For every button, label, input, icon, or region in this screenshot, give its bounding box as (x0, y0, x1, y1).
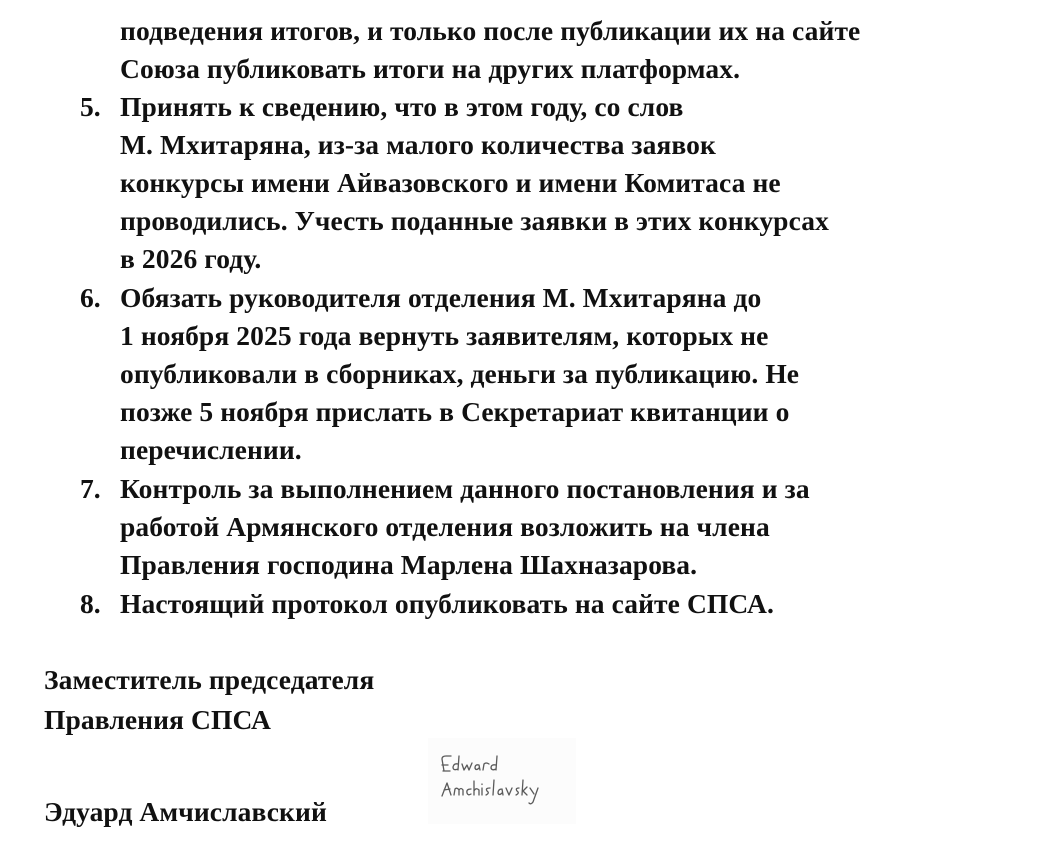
signatory-name: Эдуард Амчиславский (44, 796, 327, 827)
signatory-title-line-1: Заместитель председателя (44, 664, 375, 695)
signature-icon (428, 738, 576, 824)
item-line: перечислении. (120, 434, 302, 465)
item-line: Принять к сведению, что в этом году, со слов (120, 91, 684, 122)
continuation-line-1: подведения итогов, и только после публикации их на сайте (120, 15, 861, 46)
item-line: Настоящий протокол опубликовать на сайте СПСА. (120, 588, 774, 619)
item-number: 7. (80, 473, 101, 504)
item-line: в 2026 году. (120, 243, 262, 274)
signatory-title-line-2: Правления СПСА (44, 704, 271, 735)
item-number: 8. (80, 588, 101, 619)
item-line: Контроль за выполнением данного постановления и за (120, 473, 810, 504)
item-number: 5. (80, 91, 101, 122)
handwritten-signature (428, 738, 576, 824)
item-line: работой Армянского отделения возложить на члена (120, 511, 770, 542)
item-line: М. Мхитаряна, из-за малого количества заявок (120, 129, 716, 160)
item-line: проводились. Учесть поданные заявки в этих конкурсах (120, 205, 829, 236)
continuation-line-2: Союза публиковать итоги на других платформах. (120, 53, 741, 84)
item-line: опубликовали в сборниках, деньги за публикацию. Не (120, 358, 800, 389)
item-line: Правления господина Марлена Шахназарова. (120, 549, 698, 580)
item-line: конкурсы имени Айвазовского и имени Комитаса не (120, 167, 781, 198)
item-line: Обязать руководителя отделения М. Мхитаряна до (120, 282, 762, 313)
item-line: 1 ноября 2025 года вернуть заявителям, которых не (120, 320, 769, 351)
item-number: 6. (80, 282, 101, 313)
item-line: позже 5 ноября прислать в Секретариат квитанции о (120, 396, 790, 427)
